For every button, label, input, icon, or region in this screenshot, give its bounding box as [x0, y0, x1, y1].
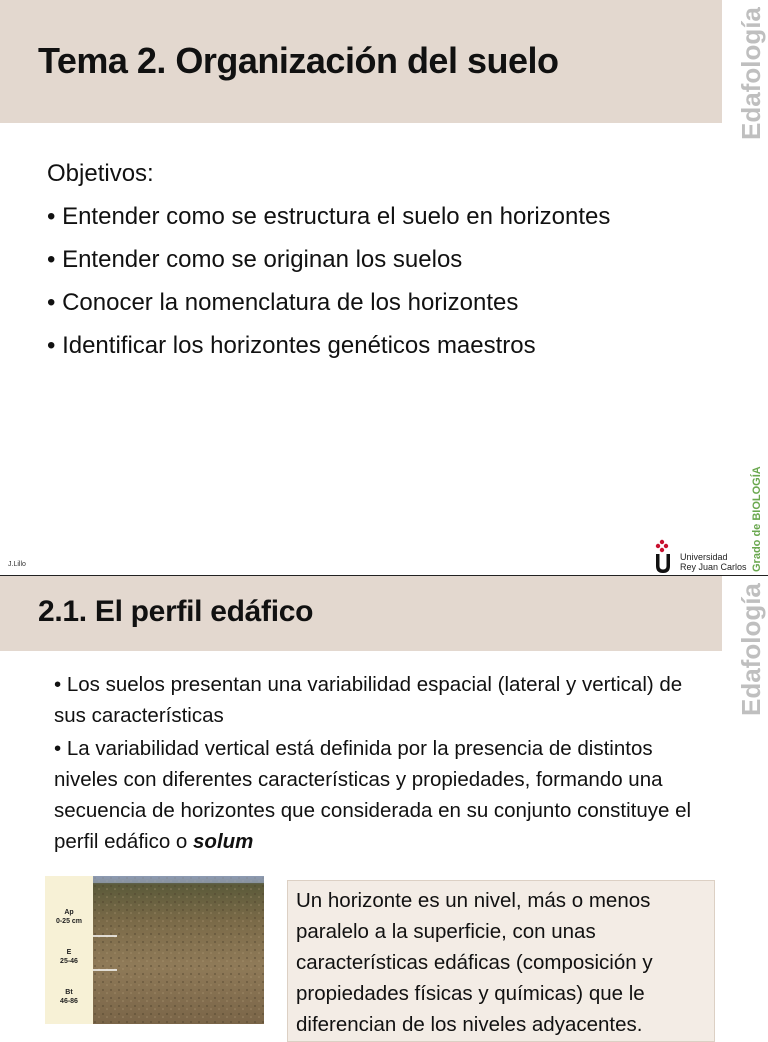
- slide-2: [0, 576, 768, 1036]
- horizon-labels: [45, 876, 93, 1024]
- soil-profile-figure: [45, 876, 264, 1024]
- urjc-logo-icon: [654, 538, 678, 574]
- objectives-heading: Objetivos:: [47, 160, 154, 187]
- bullet-item: • Los suelos presentan una variabilidad espacial (lateral y vertical) de sus características: [54, 673, 683, 727]
- side-label-edafologia: Edafología: [736, 583, 766, 716]
- university-logo: [654, 538, 754, 574]
- objective-item: • Conocer la nomenclatura de los horizontes: [47, 289, 519, 316]
- grado-label: Grado de BIOLOGÍA: [751, 466, 763, 572]
- objectives-list: [47, 152, 610, 367]
- objective-item: • Entender como se estructura el suelo en horizontes: [47, 203, 611, 230]
- horizon-label: Ap 0-25 cm: [55, 909, 83, 925]
- slide-title: 2.1. El perfil edáfico: [38, 595, 314, 628]
- horizon-label: E 25-46: [60, 949, 78, 965]
- objective-item: • Entender como se originan los suelos: [47, 246, 463, 273]
- horizon-label: Bt 46-86: [60, 989, 78, 1005]
- bullet-list: [54, 669, 704, 859]
- solum-term: solum: [193, 830, 254, 853]
- definition-box: [287, 880, 715, 1042]
- university-name: Universidad Rey Juan Carlos: [680, 552, 747, 572]
- bullet-item: • La variabilidad vertical está definida por la presencia de distintos niveles con diferentes características y propiedades, formando una secuencia de horizontes que considerada en su conjunto constituye el perfil edáfico o solum: [54, 737, 692, 853]
- objective-item: • Identificar los horizontes genéticos maestros: [47, 332, 536, 359]
- side-label-edafologia: Edafología: [736, 7, 766, 140]
- author-credit: J.Lillo: [8, 561, 26, 568]
- slide-title: Tema 2. Organización del suelo: [38, 40, 559, 81]
- horizon-definition: Un horizonte es un nivel, más o menos paralelo a la superficie, con unas características edáficas (composición y propiedades físicas y químicas) que le diferencian de los niveles adyacentes.: [296, 889, 653, 1036]
- soil-profile-photo: [93, 876, 264, 1024]
